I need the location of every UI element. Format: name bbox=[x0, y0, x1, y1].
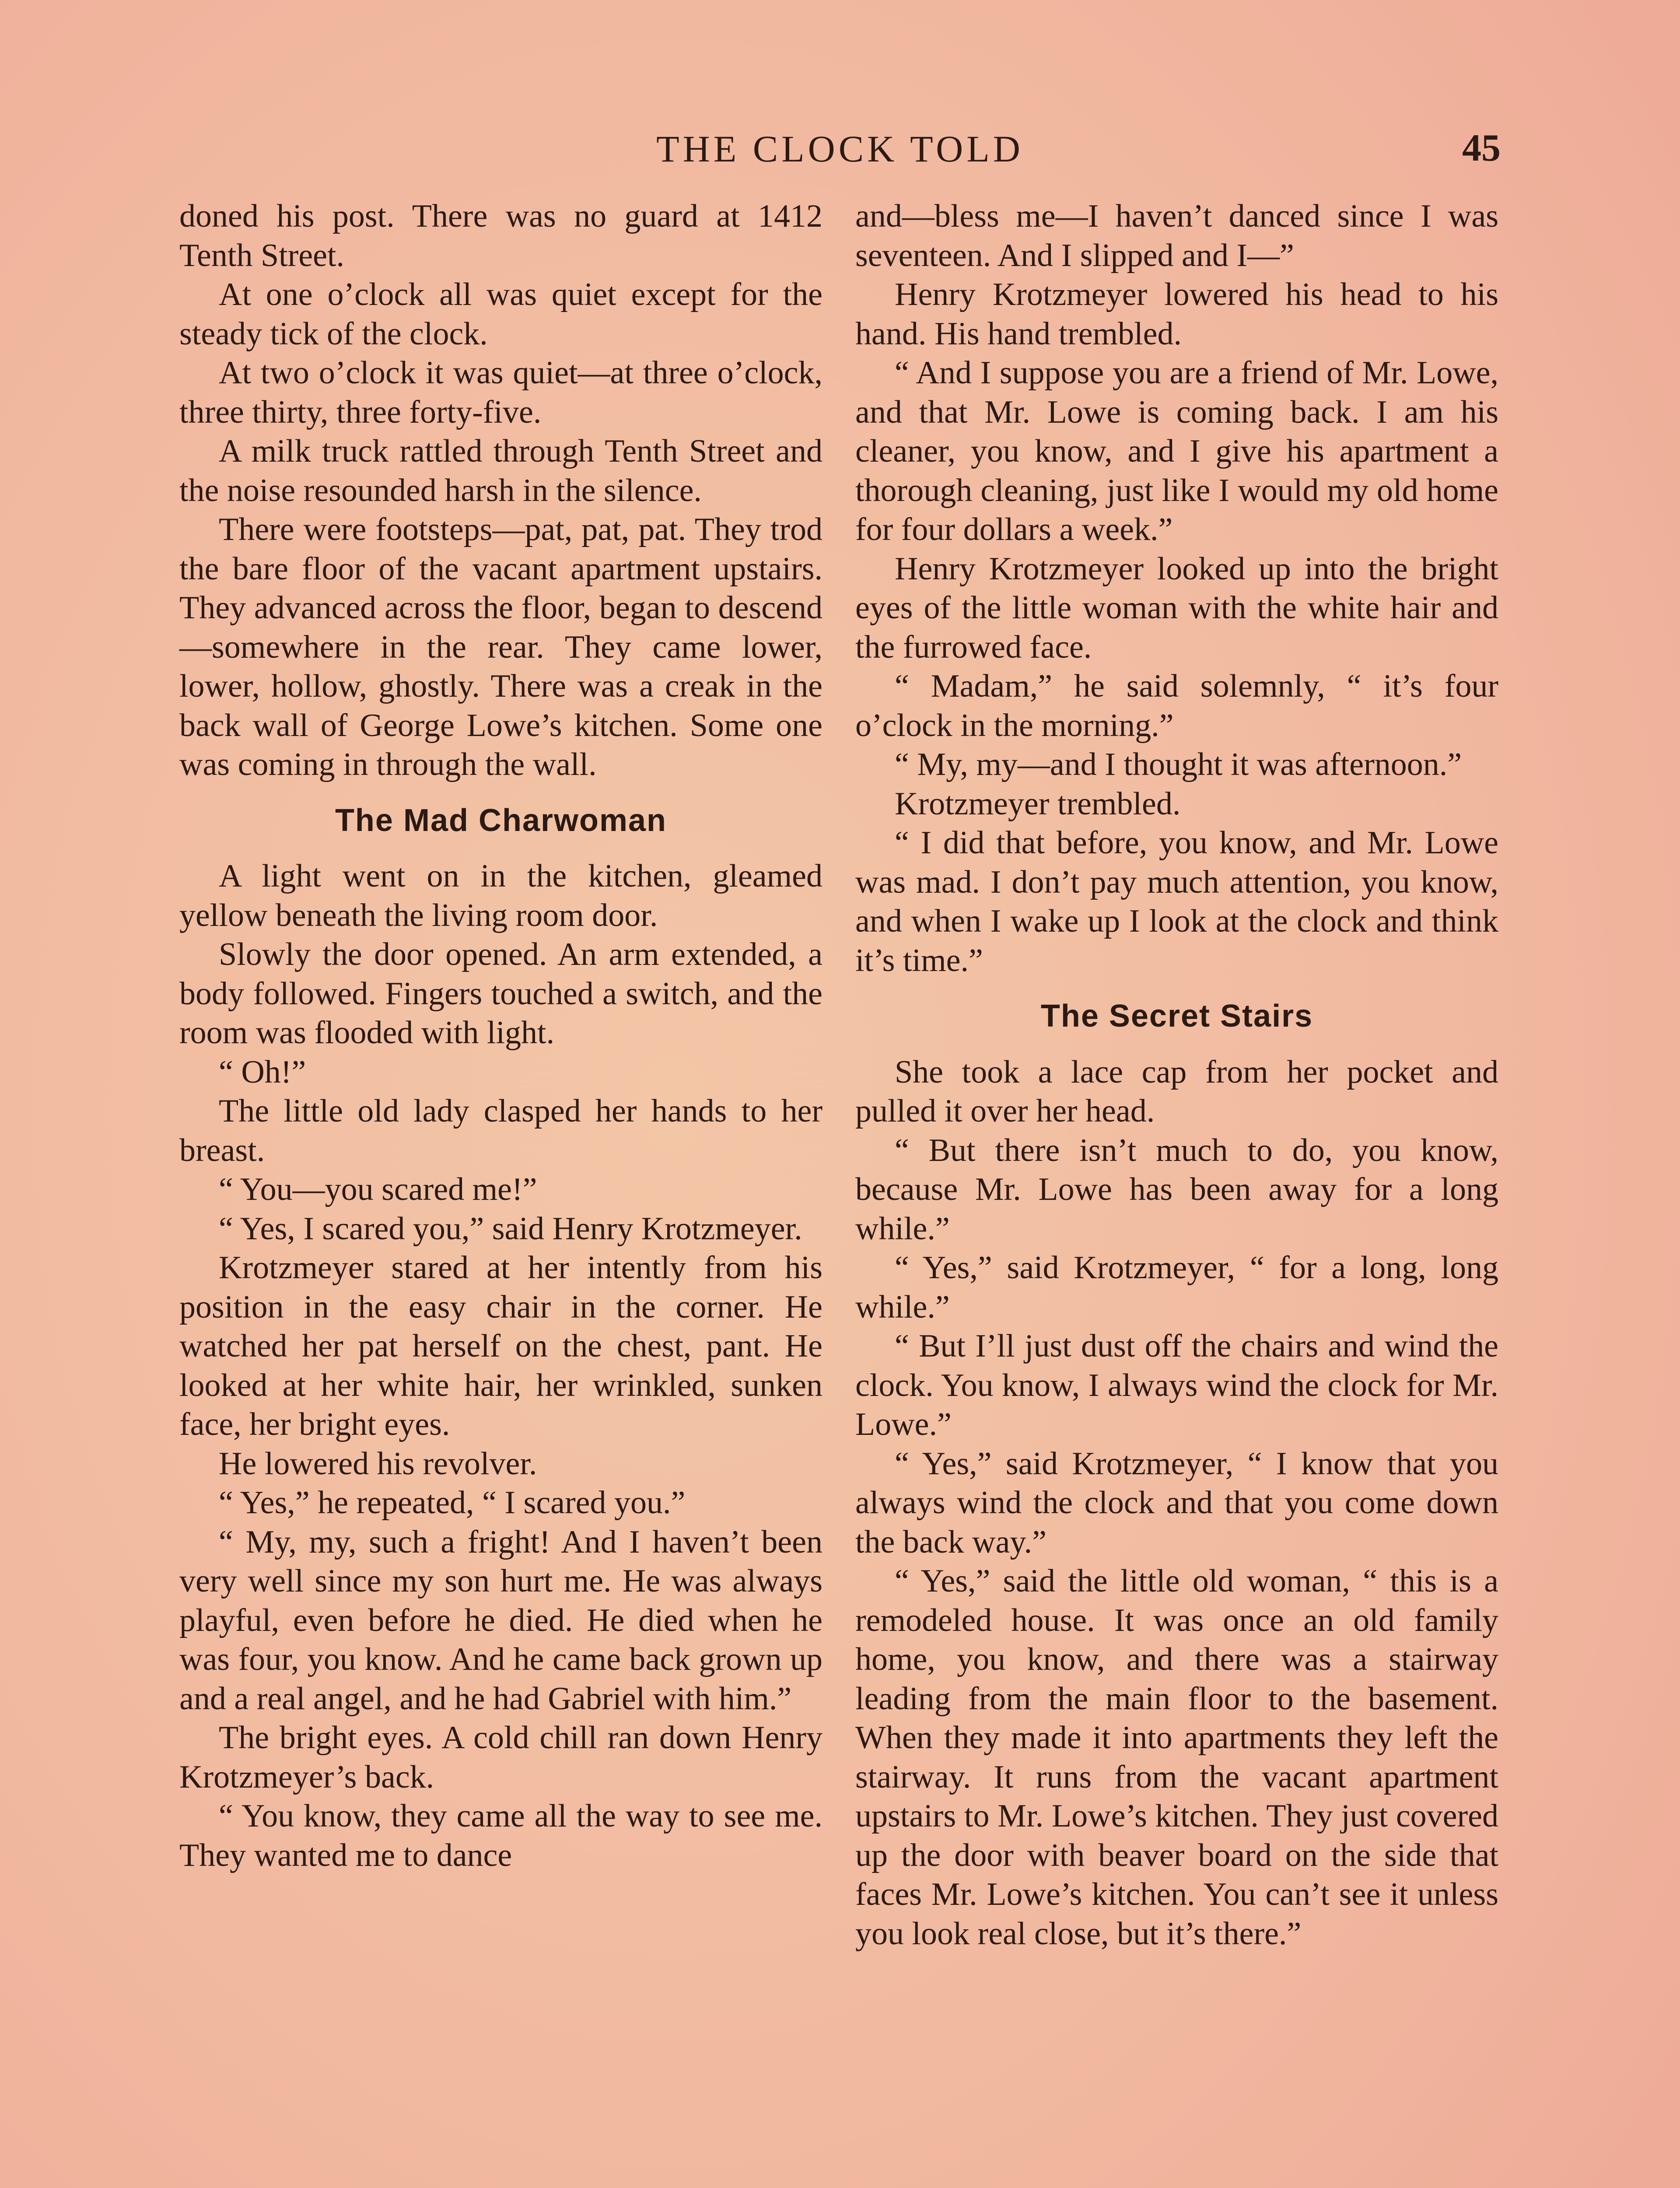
running-head: THE CLOCK TOLD bbox=[656, 128, 1024, 170]
paragraph: and—bless me—I haven’t danced since I was seventeen. And I slipped and I—” bbox=[855, 198, 1498, 274]
paragraph: The bright eyes. A cold chill ran down Henry Krotzmeyer’s back. bbox=[179, 1720, 822, 1795]
paragraph: “ Yes,” said Krotzmeyer, “ for a long, long while.” bbox=[855, 1250, 1498, 1325]
paragraph: “ Oh!” bbox=[219, 1054, 306, 1090]
paragraph: A milk truck rattled through Tenth Street and the noise resounded harsh in the silence. bbox=[179, 433, 822, 508]
paragraph: “ Yes,” said the little old woman, “ this is a remodeled house. It was once an old family home, you know, and there was a stairway leading from the main floor to the basement. When they made it into apartments they left the stairway. It runs from the vacant apartment upstairs to Mr. Lowe’s kitchen. They just covered up the door with beaver board on the side that faces Mr. Lowe’s kitchen. You can’t see it unless you look real close, but it’s there.” bbox=[855, 1563, 1498, 1952]
paragraph: “ You know, they came all the way to see me. They wanted me to dance bbox=[179, 1798, 822, 1873]
paragraph: “ Yes,” said Krotzmeyer, “ I know that you always wind the clock and that you come down the back way.” bbox=[855, 1445, 1498, 1560]
paragraph: “ Madam,” he said solemnly, “ it’s four o’clock in the morning.” bbox=[855, 668, 1498, 743]
section-heading: The Secret Stairs bbox=[1040, 999, 1313, 1034]
paragraph: “ My, my—and I thought it was afternoon.” bbox=[895, 747, 1462, 782]
left-column bbox=[179, 197, 822, 1875]
paragraph: At one o’clock all was quiet except for the steady tick of the clock. bbox=[179, 277, 822, 352]
paragraph: “ Yes,” he repeated, “ I scared you.” bbox=[219, 1485, 686, 1521]
paragraph: “ I did that before, you know, and Mr. Lowe was mad. I don’t pay much attention, you know, and when I wake up I look at the clock and think it’s time.” bbox=[855, 825, 1498, 978]
paragraph: The little old lady clasped her hands to her breast. bbox=[179, 1093, 822, 1168]
paragraph: Krotzmeyer stared at her intently from his position in the easy chair in the corner. He watched her pat herself on the chest, pant. He looked at her white hair, her wrinkled, sunken face, her bright eyes. bbox=[179, 1250, 822, 1442]
paragraph: Slowly the door opened. An arm extended, a body followed. Fingers touched a switch, and the room was flooded with light. bbox=[179, 936, 822, 1051]
paragraph: She took a lace cap from her pocket and pulled it over her head. bbox=[855, 1054, 1498, 1129]
paragraph: Henry Krotzmeyer looked up into the bright eyes of the little woman with the white hair and the furrowed face. bbox=[855, 551, 1498, 665]
section-heading: The Mad Charwoman bbox=[335, 803, 667, 838]
paragraph: “ You—you scared me!” bbox=[219, 1171, 537, 1207]
paragraph: Krotzmeyer trembled. bbox=[895, 785, 1181, 822]
paragraph: doned his post. There was no guard at 1412 Tenth Street. bbox=[179, 198, 822, 274]
right-column bbox=[855, 197, 1498, 1953]
paragraph: A light went on in the kitchen, gleamed yellow beneath the living room door. bbox=[179, 858, 822, 933]
paragraph: He lowered his revolver. bbox=[219, 1445, 537, 1482]
paragraph: “ Yes, I scared you,” said Henry Krotzmeyer. bbox=[219, 1210, 802, 1247]
paragraph: “ And I suppose you are a friend of Mr. Lowe, and that Mr. Lowe is coming back. I am his cleaner, you know, and I give his apartment a thorough cleaning, just like I would my old home for four dollars a week.” bbox=[855, 355, 1498, 547]
paragraph: “ But there isn’t much to do, you know, because Mr. Lowe has been away for a long while.” bbox=[855, 1132, 1498, 1247]
paragraph: Henry Krotzmeyer lowered his head to his hand. His hand trembled. bbox=[855, 277, 1498, 352]
paragraph: There were footsteps—pat, pat, pat. They trod the bare floor of the vacant apartment upstairs. They advanced across the floor, began to descend—somewhere in the rear. They came lower, lower, hollow, ghostly. There was a creak in the back wall of George Lowe’s kitchen. Some one was coming in through the wall. bbox=[179, 512, 822, 782]
page-number: 45 bbox=[1462, 127, 1501, 169]
paragraph: At two o’clock it was quiet—at three o’clock, three thirty, three forty-five. bbox=[179, 355, 822, 430]
paragraph: “ But I’ll just dust off the chairs and wind the clock. You know, I always wind the clock for Mr. Lowe.” bbox=[855, 1328, 1498, 1442]
paragraph: “ My, my, such a fright! And I haven’t been very well since my son hurt me. He was always playful, even before he died. He died when he was four, you know. And he came back grown up and a real angel, and he had Gabriel with him.” bbox=[179, 1524, 822, 1717]
